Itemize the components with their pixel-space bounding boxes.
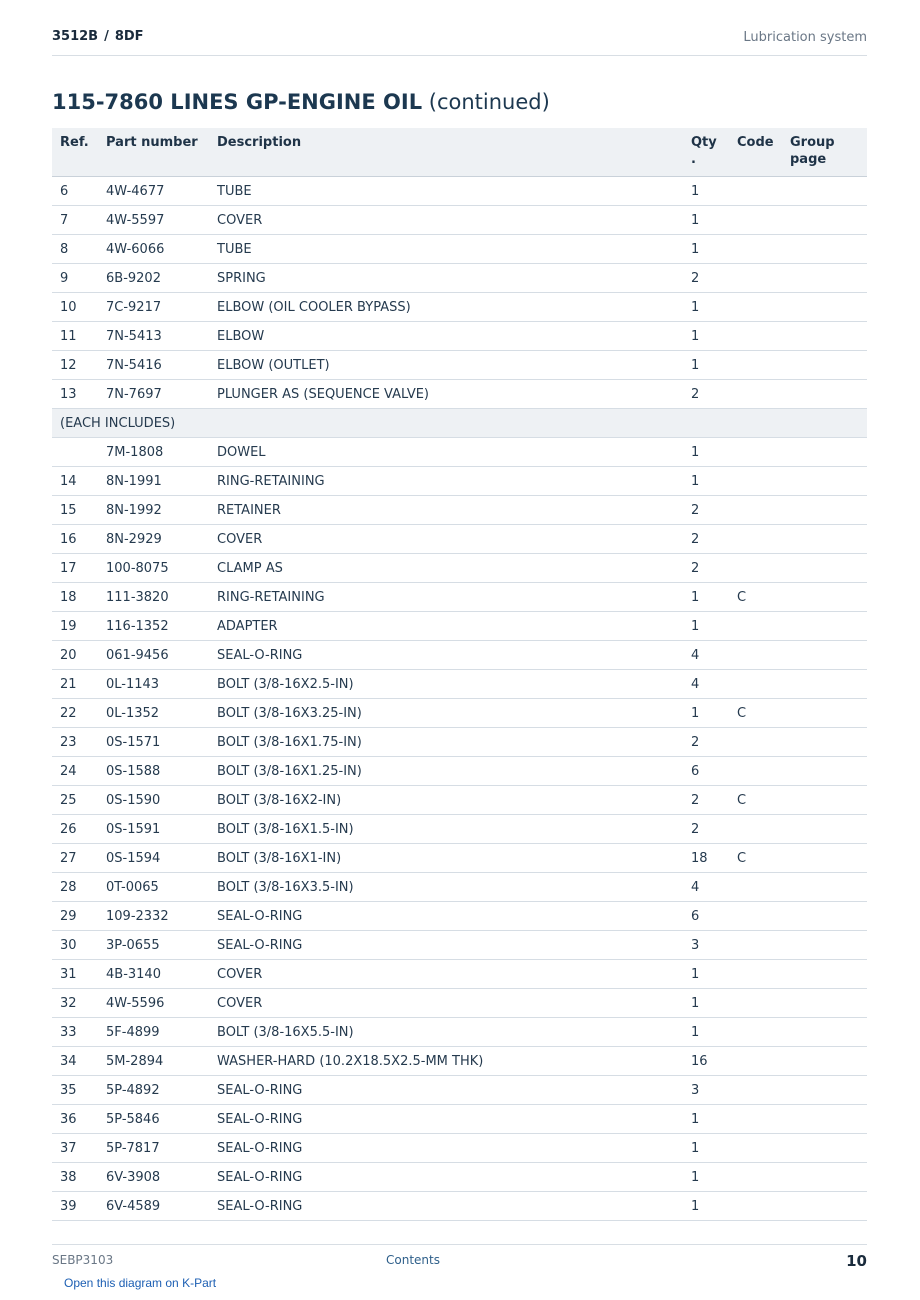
qty-cell: 1 <box>683 1163 729 1192</box>
ref-cell: 23 <box>52 728 98 757</box>
group-page-cell <box>782 293 867 322</box>
part-number-cell: 0S-1591 <box>98 815 209 844</box>
description-cell: COVER <box>209 206 683 235</box>
description-cell: SEAL-O-RING <box>209 902 683 931</box>
code-cell <box>729 1192 782 1221</box>
column-header-description: Description <box>209 128 683 177</box>
model-label <box>52 29 144 44</box>
qty-cell: 1 <box>683 989 729 1018</box>
qty-cell: 1 <box>683 177 729 206</box>
ref-cell: 27 <box>52 844 98 873</box>
group-page-cell <box>782 728 867 757</box>
group-page-cell <box>782 1163 867 1192</box>
qty-cell: 1 <box>683 1192 729 1221</box>
system-name: Lubrication system <box>743 30 867 45</box>
group-page-cell <box>782 554 867 583</box>
description-cell: ELBOW (OUTLET) <box>209 351 683 380</box>
description-cell: BOLT (3/8-16X1-IN) <box>209 844 683 873</box>
description-cell: RETAINER <box>209 496 683 525</box>
table-row <box>52 1018 867 1047</box>
code-cell <box>729 235 782 264</box>
table-row <box>52 496 867 525</box>
ref-cell: 14 <box>52 467 98 496</box>
ref-cell: 7 <box>52 206 98 235</box>
description-cell: RING-RETAINING <box>209 583 683 612</box>
ref-cell: 9 <box>52 264 98 293</box>
part-number-cell: 7M-1808 <box>98 438 209 467</box>
description-cell: CLAMP AS <box>209 554 683 583</box>
ref-cell: 22 <box>52 699 98 728</box>
part-number-cell: 4W-5597 <box>98 206 209 235</box>
document-id: SEBP3103 <box>52 1253 114 1267</box>
code-cell <box>729 931 782 960</box>
qty-cell: 2 <box>683 815 729 844</box>
part-number-cell: 0S-1571 <box>98 728 209 757</box>
part-number-cell: 5M-2894 <box>98 1047 209 1076</box>
code-cell <box>729 1018 782 1047</box>
table-row <box>52 1047 867 1076</box>
description-cell: BOLT (3/8-16X2.5-IN) <box>209 670 683 699</box>
part-number-cell: 8N-1992 <box>98 496 209 525</box>
part-number-cell: 0T-0065 <box>98 873 209 902</box>
part-number-cell: 5P-4892 <box>98 1076 209 1105</box>
arrangement-number: 8DF <box>114 29 144 44</box>
code-cell <box>729 293 782 322</box>
part-number-cell: 111-3820 <box>98 583 209 612</box>
qty-cell: 1 <box>683 699 729 728</box>
qty-cell: 1 <box>683 1018 729 1047</box>
description-cell: DOWEL <box>209 438 683 467</box>
qty-cell: 3 <box>683 1076 729 1105</box>
group-page-cell <box>782 786 867 815</box>
table-row <box>52 670 867 699</box>
ref-cell: 31 <box>52 960 98 989</box>
description-cell: SEAL-O-RING <box>209 1105 683 1134</box>
code-cell <box>729 1047 782 1076</box>
code-cell <box>729 1163 782 1192</box>
part-number-cell: 8N-1991 <box>98 467 209 496</box>
ref-cell: 36 <box>52 1105 98 1134</box>
part-number-cell: 0S-1594 <box>98 844 209 873</box>
description-cell: BOLT (3/8-16X1.5-IN) <box>209 815 683 844</box>
qty-cell: 3 <box>683 931 729 960</box>
description-cell: TUBE <box>209 235 683 264</box>
ref-cell: 25 <box>52 786 98 815</box>
part-number-cell: 7C-9217 <box>98 293 209 322</box>
column-header-group-page: Group page <box>782 128 867 177</box>
part-number-cell: 5P-7817 <box>98 1134 209 1163</box>
group-page-cell <box>782 902 867 931</box>
code-cell <box>729 177 782 206</box>
ref-cell: 24 <box>52 757 98 786</box>
group-page-cell <box>782 496 867 525</box>
qty-cell: 1 <box>683 235 729 264</box>
code-cell <box>729 322 782 351</box>
part-number-cell: 0S-1588 <box>98 757 209 786</box>
model-separator: / <box>104 29 109 44</box>
footer-divider <box>52 1244 867 1245</box>
part-number-cell: 8N-2929 <box>98 525 209 554</box>
qty-cell: 2 <box>683 496 729 525</box>
ref-cell: 33 <box>52 1018 98 1047</box>
table-header-row <box>52 128 867 177</box>
code-cell: C <box>729 699 782 728</box>
model-number: 3512B <box>52 29 99 44</box>
ref-cell: 10 <box>52 293 98 322</box>
table-row <box>52 525 867 554</box>
qty-cell: 2 <box>683 786 729 815</box>
part-number-cell: 100-8075 <box>98 554 209 583</box>
column-header-part-number: Part number <box>98 128 209 177</box>
column-header-code: Code <box>729 128 782 177</box>
ref-cell: 16 <box>52 525 98 554</box>
ref-cell: 35 <box>52 1076 98 1105</box>
group-page-cell <box>782 177 867 206</box>
part-number-cell: 6V-4589 <box>98 1192 209 1221</box>
code-cell <box>729 728 782 757</box>
table-row <box>52 786 867 815</box>
table-row <box>52 264 867 293</box>
qty-cell: 1 <box>683 960 729 989</box>
code-cell <box>729 989 782 1018</box>
group-page-cell <box>782 235 867 264</box>
group-page-cell <box>782 1018 867 1047</box>
table-row <box>52 206 867 235</box>
qty-cell: 1 <box>683 612 729 641</box>
description-cell: ELBOW (OIL COOLER BYPASS) <box>209 293 683 322</box>
qty-cell: 6 <box>683 757 729 786</box>
table-row <box>52 641 867 670</box>
table-row <box>52 583 867 612</box>
description-cell: ADAPTER <box>209 612 683 641</box>
qty-cell: 2 <box>683 728 729 757</box>
qty-cell: 2 <box>683 264 729 293</box>
part-number-cell: 6B-9202 <box>98 264 209 293</box>
table-row <box>52 351 867 380</box>
title-suffix: (continued) <box>428 90 550 114</box>
part-number-cell: 5P-5846 <box>98 1105 209 1134</box>
group-page-cell <box>782 815 867 844</box>
ref-cell: 15 <box>52 496 98 525</box>
group-page-cell <box>782 1047 867 1076</box>
code-cell <box>729 612 782 641</box>
table-row <box>52 1134 867 1163</box>
table-row <box>52 1192 867 1221</box>
part-number-cell: 6V-3908 <box>98 1163 209 1192</box>
description-cell: RING-RETAINING <box>209 467 683 496</box>
table-row <box>52 177 867 206</box>
table-row <box>52 438 867 467</box>
description-cell: COVER <box>209 960 683 989</box>
code-cell <box>729 1076 782 1105</box>
group-page-cell <box>782 612 867 641</box>
description-cell: PLUNGER AS (SEQUENCE VALVE) <box>209 380 683 409</box>
column-header-ref: Ref. <box>52 128 98 177</box>
group-page-cell <box>782 264 867 293</box>
code-cell <box>729 670 782 699</box>
group-page-cell <box>782 206 867 235</box>
group-page-cell <box>782 351 867 380</box>
qty-cell: 1 <box>683 351 729 380</box>
ref-cell <box>52 438 98 467</box>
part-number-cell: 7N-7697 <box>98 380 209 409</box>
code-cell <box>729 1105 782 1134</box>
part-number-cell: 116-1352 <box>98 612 209 641</box>
group-page-cell <box>782 844 867 873</box>
table-row <box>52 293 867 322</box>
group-page-cell <box>782 757 867 786</box>
part-number-cell: 4W-4677 <box>98 177 209 206</box>
description-cell: BOLT (3/8-16X3.25-IN) <box>209 699 683 728</box>
description-cell: SEAL-O-RING <box>209 1134 683 1163</box>
includes-row <box>52 409 867 438</box>
description-cell: BOLT (3/8-16X1.75-IN) <box>209 728 683 757</box>
part-number-cell: 4W-6066 <box>98 235 209 264</box>
includes-label: (EACH INCLUDES) <box>52 409 867 438</box>
part-number-cell: 109-2332 <box>98 902 209 931</box>
table-row <box>52 873 867 902</box>
qty-cell: 4 <box>683 873 729 902</box>
description-cell: SPRING <box>209 264 683 293</box>
code-cell <box>729 641 782 670</box>
code-cell <box>729 1134 782 1163</box>
description-cell: SEAL-O-RING <box>209 1076 683 1105</box>
ref-cell: 30 <box>52 931 98 960</box>
qty-cell: 2 <box>683 380 729 409</box>
code-cell <box>729 554 782 583</box>
group-page-cell <box>782 989 867 1018</box>
table-row <box>52 757 867 786</box>
ref-cell: 11 <box>52 322 98 351</box>
ref-cell: 39 <box>52 1192 98 1221</box>
group-page-cell <box>782 525 867 554</box>
page-number: 10 <box>846 1252 867 1270</box>
qty-cell: 16 <box>683 1047 729 1076</box>
group-page-cell <box>782 1105 867 1134</box>
code-cell <box>729 380 782 409</box>
code-cell <box>729 206 782 235</box>
code-cell <box>729 960 782 989</box>
qty-cell: 2 <box>683 554 729 583</box>
group-page-cell <box>782 1076 867 1105</box>
code-cell: C <box>729 844 782 873</box>
table-row <box>52 554 867 583</box>
part-number-cell: 061-9456 <box>98 641 209 670</box>
table-row <box>52 612 867 641</box>
table-row <box>52 728 867 757</box>
qty-cell: 1 <box>683 1134 729 1163</box>
group-page-cell <box>782 380 867 409</box>
ref-cell: 26 <box>52 815 98 844</box>
open-diagram-link[interactable]: Open this diagram on K-Part <box>64 1276 217 1290</box>
code-cell: C <box>729 786 782 815</box>
group-page-cell <box>782 1192 867 1221</box>
ref-cell: 12 <box>52 351 98 380</box>
part-number-cell: 4W-5596 <box>98 989 209 1018</box>
code-cell <box>729 873 782 902</box>
table-row <box>52 989 867 1018</box>
description-cell: BOLT (3/8-16X5.5-IN) <box>209 1018 683 1047</box>
parts-table <box>52 128 867 1221</box>
table-row <box>52 1105 867 1134</box>
qty-cell: 18 <box>683 844 729 873</box>
qty-cell: 4 <box>683 670 729 699</box>
description-cell: WASHER-HARD (10.2X18.5X2.5-MM THK) <box>209 1047 683 1076</box>
qty-cell: 6 <box>683 902 729 931</box>
ref-cell: 34 <box>52 1047 98 1076</box>
group-page-cell <box>782 699 867 728</box>
table-row <box>52 931 867 960</box>
qty-cell: 1 <box>683 206 729 235</box>
table-row <box>52 1076 867 1105</box>
group-page-cell <box>782 322 867 351</box>
code-cell <box>729 525 782 554</box>
code-cell <box>729 351 782 380</box>
description-cell: SEAL-O-RING <box>209 931 683 960</box>
part-number-cell: 4B-3140 <box>98 960 209 989</box>
ref-cell: 28 <box>52 873 98 902</box>
group-page-cell <box>782 1134 867 1163</box>
part-number-cell: 0L-1352 <box>98 699 209 728</box>
description-cell: SEAL-O-RING <box>209 1163 683 1192</box>
ref-cell: 17 <box>52 554 98 583</box>
description-cell: COVER <box>209 989 683 1018</box>
code-cell <box>729 264 782 293</box>
page-header <box>52 29 867 56</box>
ref-cell: 6 <box>52 177 98 206</box>
table-row <box>52 699 867 728</box>
code-cell <box>729 438 782 467</box>
code-cell <box>729 757 782 786</box>
group-page-cell <box>782 960 867 989</box>
description-cell: SEAL-O-RING <box>209 1192 683 1221</box>
group-page-cell <box>782 467 867 496</box>
description-cell: SEAL-O-RING <box>209 641 683 670</box>
description-cell: ELBOW <box>209 322 683 351</box>
qty-cell: 1 <box>683 467 729 496</box>
group-page-cell <box>782 873 867 902</box>
qty-cell: 4 <box>683 641 729 670</box>
table-row <box>52 380 867 409</box>
qty-cell: 2 <box>683 525 729 554</box>
table-row <box>52 844 867 873</box>
ref-cell: 19 <box>52 612 98 641</box>
description-cell: TUBE <box>209 177 683 206</box>
group-page-cell <box>782 670 867 699</box>
table-row <box>52 960 867 989</box>
part-number-cell: 0S-1590 <box>98 786 209 815</box>
qty-cell: 1 <box>683 322 729 351</box>
part-number-cell: 0L-1143 <box>98 670 209 699</box>
part-number-cell: 5F-4899 <box>98 1018 209 1047</box>
table-row <box>52 235 867 264</box>
part-number-cell: 7N-5416 <box>98 351 209 380</box>
code-cell <box>729 496 782 525</box>
qty-cell: 1 <box>683 438 729 467</box>
parts-table-body <box>52 177 867 1221</box>
table-row <box>52 902 867 931</box>
ref-cell: 21 <box>52 670 98 699</box>
ref-cell: 37 <box>52 1134 98 1163</box>
ref-cell: 8 <box>52 235 98 264</box>
description-cell: BOLT (3/8-16X3.5-IN) <box>209 873 683 902</box>
table-row <box>52 322 867 351</box>
qty-cell: 1 <box>683 583 729 612</box>
table-row <box>52 467 867 496</box>
description-cell: COVER <box>209 525 683 554</box>
page-title <box>52 90 550 114</box>
code-cell <box>729 815 782 844</box>
group-page-cell <box>782 931 867 960</box>
contents-link[interactable]: Contents <box>386 1253 440 1267</box>
ref-cell: 38 <box>52 1163 98 1192</box>
code-cell: C <box>729 583 782 612</box>
group-title: 115-7860 LINES GP-ENGINE OIL <box>52 90 423 114</box>
code-cell <box>729 902 782 931</box>
ref-cell: 32 <box>52 989 98 1018</box>
ref-cell: 20 <box>52 641 98 670</box>
group-page-cell <box>782 438 867 467</box>
group-page-cell <box>782 583 867 612</box>
qty-cell: 1 <box>683 293 729 322</box>
description-cell: BOLT (3/8-16X2-IN) <box>209 786 683 815</box>
ref-cell: 18 <box>52 583 98 612</box>
part-number-cell: 3P-0655 <box>98 931 209 960</box>
table-row <box>52 815 867 844</box>
code-cell <box>729 467 782 496</box>
description-cell: BOLT (3/8-16X1.25-IN) <box>209 757 683 786</box>
ref-cell: 29 <box>52 902 98 931</box>
part-number-cell: 7N-5413 <box>98 322 209 351</box>
table-row <box>52 1163 867 1192</box>
group-page-cell <box>782 641 867 670</box>
ref-cell: 13 <box>52 380 98 409</box>
qty-cell: 1 <box>683 1105 729 1134</box>
column-header-qty: Qty . <box>683 128 729 177</box>
